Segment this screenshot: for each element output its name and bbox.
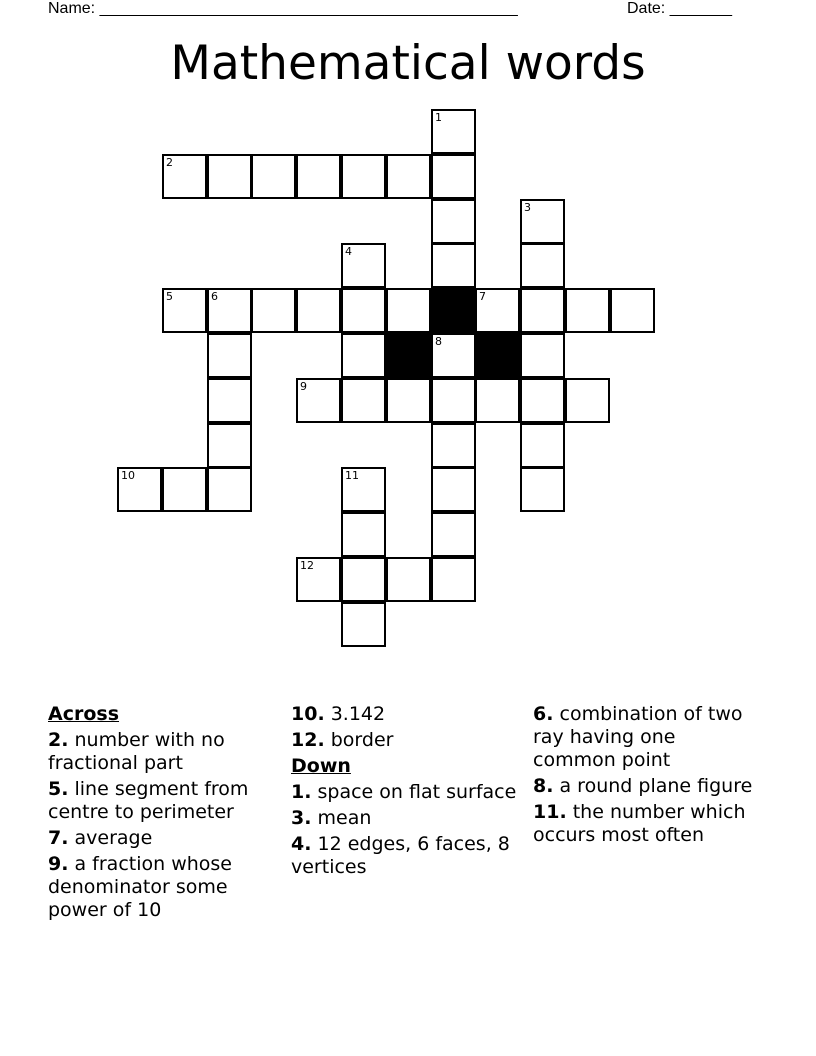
- clue-text: number with no fractional part: [48, 729, 225, 774]
- grid-cell[interactable]: [341, 378, 386, 423]
- grid-cell[interactable]: [431, 199, 476, 244]
- clue-number: 1.: [291, 781, 312, 803]
- grid-cell[interactable]: [520, 423, 565, 468]
- down-clue: [291, 833, 521, 879]
- grid-cell[interactable]: [341, 154, 386, 199]
- grid-cell[interactable]: [386, 288, 431, 333]
- grid-cell[interactable]: [341, 557, 386, 602]
- clue-text: 12 edges, 6 faces, 8 vertices: [291, 833, 510, 878]
- grid-cell[interactable]: [296, 378, 341, 423]
- grid-cell[interactable]: [207, 154, 252, 199]
- clue-column-1: [48, 703, 278, 925]
- grid-cell[interactable]: [341, 467, 386, 512]
- clue-text: average: [74, 827, 153, 849]
- grid-cell[interactable]: [162, 467, 207, 512]
- grid-cell[interactable]: [207, 378, 252, 423]
- clue-number: 4.: [291, 833, 312, 855]
- clue-column-2: [291, 703, 521, 882]
- clue-number-label: 7: [479, 290, 486, 303]
- grid-cell[interactable]: [431, 557, 476, 602]
- across-clue: [291, 703, 521, 726]
- clue-number-label: 2: [166, 156, 173, 169]
- clue-number-label: 12: [300, 559, 314, 572]
- clue-number-label: 6: [211, 290, 218, 303]
- clue-number: 8.: [533, 775, 554, 797]
- down-clue: [533, 775, 763, 798]
- clue-number: 10.: [291, 703, 325, 725]
- grid-cell[interactable]: [386, 378, 431, 423]
- grid-cell[interactable]: [520, 378, 565, 423]
- clue-number: 12.: [291, 729, 325, 751]
- across-clue: [48, 853, 278, 922]
- clue-text: line segment from centre to perimeter: [48, 778, 249, 823]
- down-clue: [291, 781, 521, 804]
- grid-cell[interactable]: [251, 154, 296, 199]
- grid-cell[interactable]: [431, 154, 476, 199]
- grid-cell[interactable]: [431, 512, 476, 557]
- blocked-cell: [386, 333, 431, 378]
- clue-number-label: 11: [345, 469, 359, 482]
- clue-text: 3.142: [330, 703, 386, 725]
- clue-text: a round plane figure: [559, 775, 753, 797]
- clue-number-label: 4: [345, 245, 352, 258]
- across-clue: [48, 778, 278, 824]
- page-title: Mathematical words: [170, 36, 646, 91]
- grid-cell[interactable]: [341, 602, 386, 647]
- grid-cell[interactable]: [431, 423, 476, 468]
- clue-number: 7.: [48, 827, 69, 849]
- grid-cell[interactable]: [296, 154, 341, 199]
- blocked-cell: [431, 288, 476, 333]
- grid-cell[interactable]: [475, 378, 520, 423]
- clue-number-label: 3: [524, 201, 531, 214]
- blocked-cell: [475, 333, 520, 378]
- grid-cell[interactable]: [520, 288, 565, 333]
- across-clue: [291, 729, 521, 752]
- grid-cell[interactable]: [520, 199, 565, 244]
- clue-text: a fraction whose denominator some power of 10: [48, 853, 233, 921]
- grid-cell[interactable]: [386, 154, 431, 199]
- grid-cell[interactable]: [431, 378, 476, 423]
- grid-cell[interactable]: [296, 557, 341, 602]
- clue-number-label: 8: [435, 335, 442, 348]
- grid-cell[interactable]: [520, 333, 565, 378]
- clue-text: mean: [317, 807, 372, 829]
- clue-number-label: 9: [300, 380, 307, 393]
- grid-cell[interactable]: [520, 467, 565, 512]
- across-clue: [48, 729, 278, 775]
- grid-cell[interactable]: [207, 423, 252, 468]
- grid-cell[interactable]: [565, 378, 610, 423]
- down-heading: Down: [291, 755, 351, 777]
- down-clue: [291, 807, 521, 830]
- clue-number-label: 10: [121, 469, 135, 482]
- clue-number-label: 5: [166, 290, 173, 303]
- grid-cell[interactable]: [431, 333, 476, 378]
- clue-column-3: [533, 703, 763, 850]
- grid-cell[interactable]: [251, 288, 296, 333]
- grid-cell[interactable]: [341, 288, 386, 333]
- grid-cell[interactable]: [431, 243, 476, 288]
- grid-cell[interactable]: [610, 288, 655, 333]
- grid-cell[interactable]: [117, 467, 162, 512]
- grid-cell[interactable]: [341, 243, 386, 288]
- clue-number: 6.: [533, 703, 554, 725]
- clue-text: the number which occurs most often: [533, 801, 746, 846]
- date-field-label: Date: _______: [627, 0, 732, 17]
- clue-number: 3.: [291, 807, 312, 829]
- clue-number-label: 1: [435, 111, 442, 124]
- down-clue: [533, 801, 763, 847]
- clue-number: 11.: [533, 801, 567, 823]
- across-heading: Across: [48, 703, 120, 725]
- down-clue: [533, 703, 763, 772]
- across-clue: [48, 827, 278, 850]
- name-field-label: Name: _______________________________________________: [48, 0, 518, 17]
- grid-cell[interactable]: [162, 154, 207, 199]
- clue-number: 5.: [48, 778, 69, 800]
- grid-cell[interactable]: [565, 288, 610, 333]
- clue-text: space on flat surface: [317, 781, 517, 803]
- clue-text: border: [330, 729, 394, 751]
- grid-cell[interactable]: [386, 557, 431, 602]
- grid-cell[interactable]: [207, 288, 252, 333]
- grid-cell[interactable]: [207, 467, 252, 512]
- grid-cell[interactable]: [341, 333, 386, 378]
- grid-cell[interactable]: [431, 467, 476, 512]
- grid-cell[interactable]: [296, 288, 341, 333]
- clue-number: 2.: [48, 729, 69, 751]
- grid-cell[interactable]: [162, 288, 207, 333]
- grid-cell[interactable]: [475, 288, 520, 333]
- grid-cell[interactable]: [520, 243, 565, 288]
- grid-cell[interactable]: [207, 333, 252, 378]
- clue-number: 9.: [48, 853, 69, 875]
- clue-text: combination of two ray having one common point: [533, 703, 743, 771]
- grid-cell[interactable]: [431, 109, 476, 154]
- grid-cell[interactable]: [341, 512, 386, 557]
